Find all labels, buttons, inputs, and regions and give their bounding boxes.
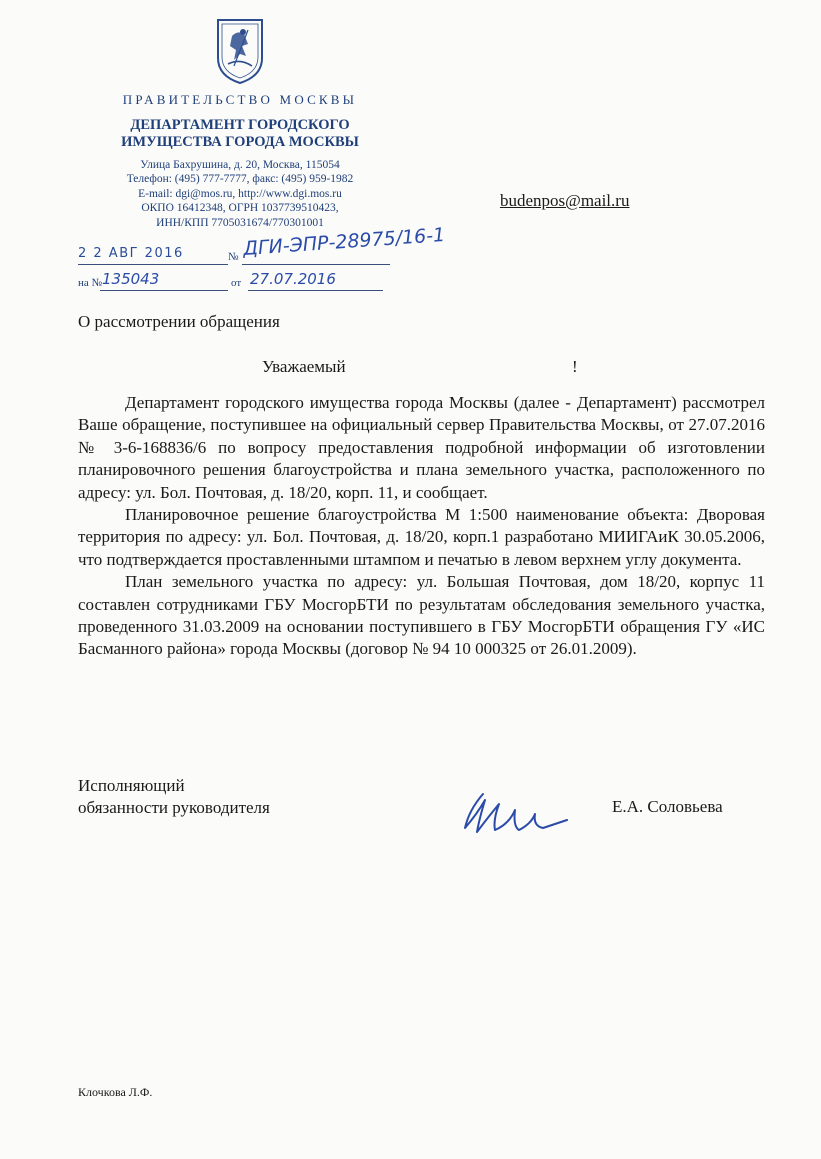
moscow-coat-of-arms-icon	[212, 14, 268, 86]
phone-line: Телефон: (495) 777-7777, факс: (495) 959-1982	[126, 173, 354, 186]
recipient-email[interactable]: budenpos@mail.ru	[500, 191, 630, 210]
number-underline	[242, 264, 390, 265]
signatory-title	[78, 775, 270, 820]
letter-body	[78, 392, 765, 661]
salutation: Уважаемый	[262, 357, 346, 376]
handwritten-signature	[455, 780, 575, 840]
registration-date-stamp: 2 2 АВГ 2016	[78, 246, 184, 261]
salutation-end: !	[572, 357, 578, 376]
number-prefix: №	[228, 251, 239, 263]
executor-name: Клочкова Л.Ф.	[78, 1085, 153, 1099]
address-line: Улица Бахрушина, д. 20, Москва, 115054	[140, 159, 340, 171]
inn-line: ИНН/КПП 7705031674/770301001	[156, 216, 324, 229]
department-contacts	[75, 158, 405, 230]
letter-subject: О рассмотрении обращения	[78, 312, 280, 331]
reply-date-underline	[248, 290, 383, 291]
reply-number-underline	[100, 290, 228, 291]
reply-date-prefix: от	[231, 277, 242, 289]
department-name	[75, 117, 405, 151]
outgoing-number: ДГИ-ЭПР-28975/16-1	[242, 223, 446, 260]
date-underline	[78, 264, 228, 265]
signatory-title-line1: Исполняющий	[78, 776, 185, 795]
department-name-line2: ИМУЩЕСТВА ГОРОДА МОСКВЫ	[121, 134, 359, 150]
department-name-line1: ДЕПАРТАМЕНТ ГОРОДСКОГО	[130, 117, 350, 133]
government-title: ПРАВИТЕЛЬСТВО МОСКВЫ	[122, 92, 358, 107]
paragraph: План земельного участка по адресу: ул. Большая Почтовая, дом 18/20, корпус 11 составлен сотрудниками ГБУ МосгорБТИ по результатам обследования земельного участка, проведенного 31.03.2009 на основании поступившего в ГБУ МосгорБТИ обращения ГУ «ИС Басманного района» города Москвы (договор № 94 10 000325 от 26.01.2009).	[78, 572, 765, 659]
paragraph: Департамент городского имущества города Москвы (далее - Департамент) рассмотрел Ваше обращение, поступившее на официальный сервер Правительства Москвы, от 27.07.2016 № 3-6-168836/6 по вопросу предоставления подробной информации об изготовлении планировочного решения благоустройства и плана земельного участка, расположенного по адресу: ул. Бол. Почтовая, д. 18/20, корп. 11, и сообщает.	[78, 393, 765, 502]
reply-number-prefix: на №	[78, 277, 103, 289]
okpo-line: ОКПО 16412348, ОГРН 1037739510423,	[141, 202, 339, 215]
signatory-title-line2: обязанности руководителя	[78, 798, 270, 818]
reply-date: 27.07.2016	[250, 270, 336, 288]
email-line: E-mail: dgi@mos.ru, http://www.dgi.mos.ru	[138, 187, 342, 200]
signatory-name: Е.А. Соловьева	[612, 797, 723, 816]
paragraph: Планировочное решение благоустройства М 1:500 наименование объекта: Дворовая территория по адресу: ул. Бол. Почтовая, д. 18/20, корп.1 разработано МИИГАиК 30.05.2006, что подтверждается проставленными штампом и печатью в левом верхнем углу документа.	[78, 505, 765, 569]
reply-number: 135043	[102, 270, 160, 288]
